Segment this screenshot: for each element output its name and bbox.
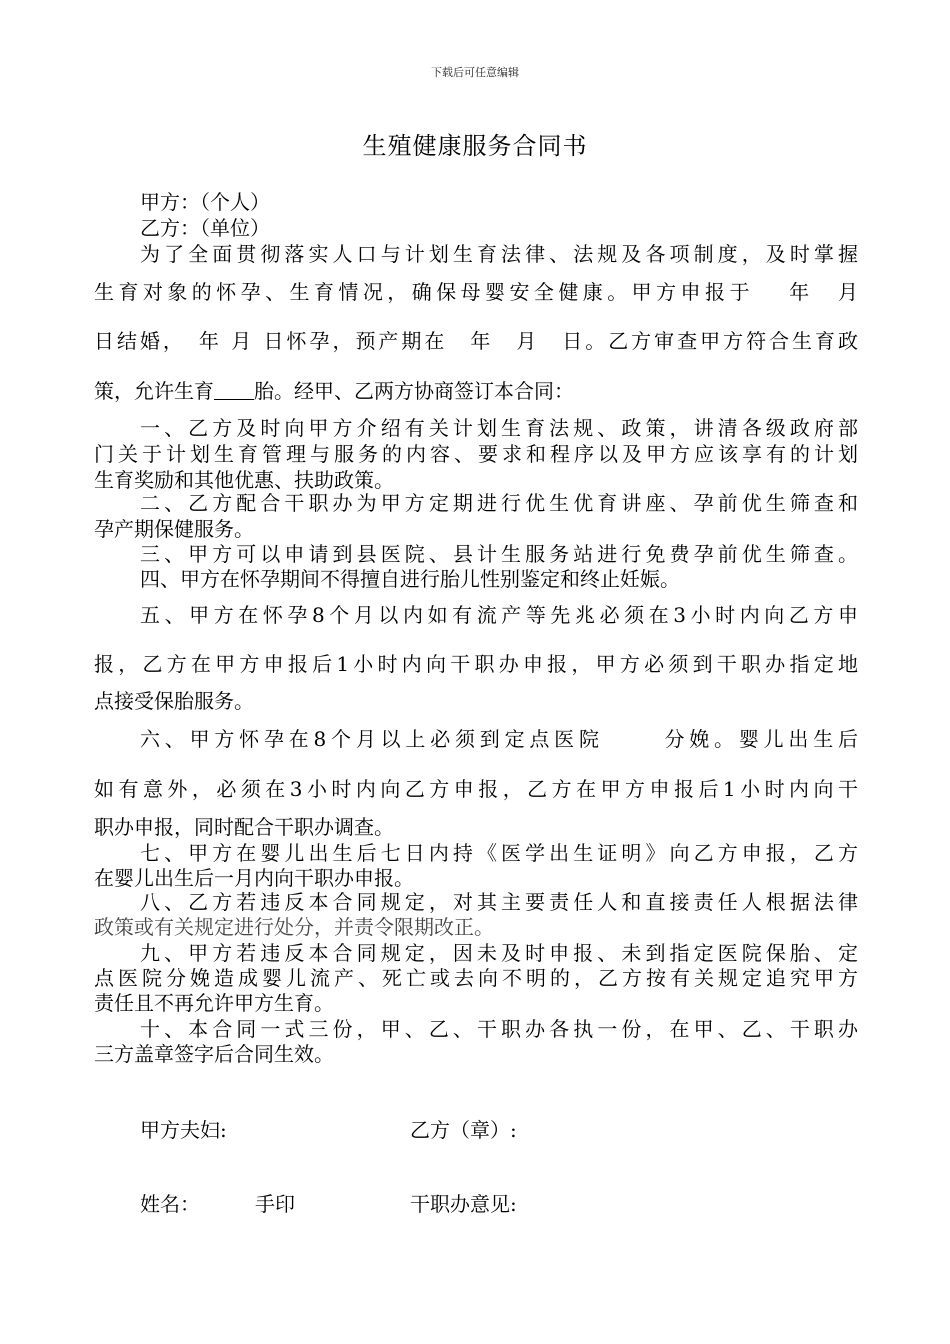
clause-5-line-1: 五、甲方在怀孕8个月以内如有流产等先兆必须在3小时内向乙方申 xyxy=(140,603,858,627)
clause-9-line-1: 九、甲方若违反本合同规定，因未及时申报、未到指定医院保胎、定 xyxy=(140,941,858,965)
clause-1-line-2: 门关于计划生育管理与服务的内容、要求和程序以及甲方应该享有的计划 xyxy=(94,442,858,466)
preamble-line-1: 为了全面贯彻落实人口与计划生育法律、法规及各项制度，及时掌握 xyxy=(140,242,858,266)
document-title: 生殖健康服务合同书 xyxy=(362,132,588,160)
name-label: 姓名： xyxy=(140,1192,200,1216)
party-b-seal-label: 乙方（章）: xyxy=(410,1118,517,1142)
policy-prefix: 策，允许生育 xyxy=(94,379,214,403)
clause-6-line-2: 如有意外，必须在3小时内向乙方申报，乙方在甲方申报后1小时内向干 xyxy=(94,777,858,801)
fill-in-blank xyxy=(214,381,254,400)
clause-7-line-1: 七、甲方在婴儿出生后七日内持《医学出生证明》向乙方申报，乙方 xyxy=(140,841,858,865)
clause-9-line-3: 责任且不再允许甲方生育。 xyxy=(94,991,334,1015)
clause-7-line-2: 在婴儿出生后一月内向干职办申报。 xyxy=(94,866,414,890)
clause-10-line-2: 三方盖章签字后合同生效。 xyxy=(94,1042,334,1066)
clause-4: 四、甲方在怀孕期间不得擅自进行胎儿性别鉴定和终止妊娠。 xyxy=(140,567,680,591)
preamble-line-4 xyxy=(94,378,858,404)
party-b-line: 乙方：（单位） xyxy=(140,216,270,240)
clause-2-line-1: 二、乙方配合干职办为甲方定期进行优生优育讲座、孕前优生筛查和 xyxy=(140,491,858,515)
clause-1-line-1: 一、乙方及时向甲方介绍有关计划生育法规、政策，讲清各级政府部 xyxy=(140,416,858,440)
page-header-note: 下载后可任意编辑 xyxy=(431,66,519,79)
preamble-line-2: 生育对象的怀孕、生育情况，确保母婴安全健康。甲方申报于 年 月 xyxy=(94,280,858,304)
fingerprint-label: 手印 xyxy=(255,1192,295,1216)
clause-8-line-2: 政策或有关规定进行处分，并责令限期改正。 xyxy=(94,915,494,939)
clause-5-line-2: 报，乙方在甲方申报后1小时内向干职办申报，甲方必须到干职办指定地 xyxy=(94,652,858,676)
clause-6-line-1: 六、甲方怀孕在8个月以上必须到定点医院 分娩。婴儿出生后 xyxy=(140,727,858,751)
clause-5-line-3: 点接受保胎服务。 xyxy=(94,689,254,713)
clause-9-line-2: 点医院分娩造成婴儿流产、死亡或去向不明的，乙方按有关规定追究甲方 xyxy=(94,966,858,990)
clause-10-line-1: 十、本合同一式三份，甲、乙、干职办各执一份，在甲、乙、干职办 xyxy=(140,1017,858,1041)
policy-suffix: 胎。经甲、乙两方协商签订本合同： xyxy=(254,379,574,403)
clause-2-line-2: 孕产期保健服务。 xyxy=(94,517,254,541)
clause-8-line-1: 八、乙方若违反本合同规定，对其主要责任人和直接责任人根据法律 xyxy=(140,890,858,914)
party-a-line: 甲方：（个人） xyxy=(140,190,270,214)
party-a-couple-label: 甲方夫妇: xyxy=(140,1118,227,1142)
clause-3: 三、甲方可以申请到县医院、县计生服务站进行免费孕前优生筛查。 xyxy=(140,542,858,566)
clause-6-line-3: 职办申报，同时配合干职办调查。 xyxy=(94,815,394,839)
office-opinion-label: 干职办意见: xyxy=(410,1192,517,1216)
clause-1-line-3: 生育奖励和其他优惠、扶助政策。 xyxy=(94,468,394,492)
preamble-line-3: 日结婚， 年 月 日怀孕，预产期在 年 月 日。乙方审查甲方符合生育政 xyxy=(94,329,858,353)
